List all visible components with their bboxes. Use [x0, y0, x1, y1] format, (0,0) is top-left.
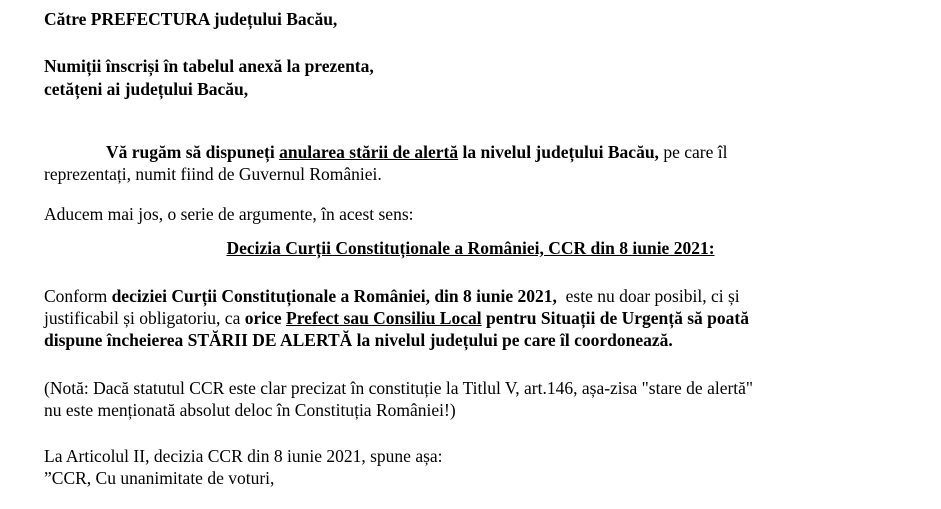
article-line-1: La Articolul II, decizia CCR din 8 iunie 2021, spune așa: — [44, 446, 443, 466]
argument-p2-b: orice — [244, 308, 287, 328]
senders-line-2: cetățeni ai județului Bacău, — [44, 79, 249, 99]
argument-p2-a: justificabil și obligatoriu, ca — [44, 308, 245, 328]
request-emphasis: anularea stării de alertă — [279, 142, 459, 162]
request-tail: pe care îl — [658, 142, 728, 162]
request-after-emphasis: la nivelul județului Bacău, — [458, 142, 659, 162]
request-line-1 — [106, 141, 727, 163]
argument-line-2 — [44, 307, 749, 329]
request-lead: Vă rugăm să dispuneți — [106, 142, 280, 162]
argument-line-3: dispune încheierea STĂRII DE ALERTĂ la nivelul județului pe care îl coordonează. — [44, 330, 673, 350]
argument-p1-b: deciziei Curții Constituționale a României, din 8 iunie 2021, — [111, 286, 557, 306]
argument-line-1 — [44, 285, 740, 307]
article-line-2: ”CCR, Cu unanimitate de voturi, — [44, 468, 275, 488]
argument-p2-d: pentru Situații de Urgență să poată — [481, 308, 749, 328]
note-line-1: (Notă: Dacă statutul CCR este clar precizat în constituție la Titlul V, art.146, așa-zisa "stare de alertă" — [44, 378, 754, 398]
argument-p1-c: este nu doar posibil, ci și — [556, 286, 740, 306]
addressee-line: Către PREFECTURA județului Bacău, — [44, 9, 338, 29]
request-line-2: reprezentați, numit fiind de Guvernul României. — [44, 164, 382, 184]
intro-line: Aducem mai jos, o serie de argumente, în acest sens: — [44, 204, 414, 224]
note-line-2: nu este menționată absolut deloc în Constituția României!) — [44, 400, 456, 420]
section-heading: Decizia Curții Constituționale a României, CCR din 8 iunie 2021: — [226, 238, 715, 258]
argument-p2-c: Prefect sau Consiliu Local — [286, 308, 482, 328]
senders-line-1: Numiții înscriși în tabelul anexă la prezenta, — [44, 56, 374, 76]
argument-p1-a: Conform — [44, 286, 112, 306]
